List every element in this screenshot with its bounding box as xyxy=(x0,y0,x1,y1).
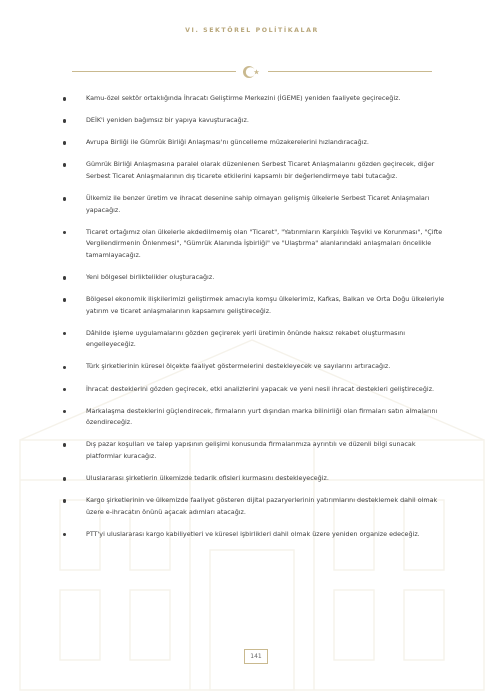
list-item xyxy=(63,473,447,485)
list-item xyxy=(63,361,447,373)
list-item xyxy=(63,272,447,284)
list-item-text: Bölgesel ekonomik ilişkilerimizi geliştirmek amacıyla komşu ülkelerimiz, Kafkas, Balkan ve Orta Doğu ülkeleriyle yatırım ve ticaret anlaşmalarının kapsamını geliştireceğiz. xyxy=(86,295,445,315)
list-item-text: Yeni bölgesel birliktelikler oluşturacağız. xyxy=(86,272,215,281)
list-item xyxy=(63,439,447,462)
policy-list xyxy=(63,93,447,551)
section-title: VI. SEKTÖREL POLİTİKALAR xyxy=(185,27,319,34)
divider-line-left xyxy=(72,71,236,72)
bullet-dot-icon xyxy=(63,533,66,536)
list-item-text: Ticaret ortağımız olan ülkelerle akdedilmemiş olan "Ticaret", "Yatırımların Karşılıklı Teşviki ve Korunması", "Çifte Vergilendirmenin Önlenmesi", "Gümrük Alanında İşbirliği" ve "Ulaştırma" alanlarındaki anlaşmaları öncelikle tamamlayacağız. xyxy=(86,227,443,259)
bullet-dot-icon xyxy=(63,119,66,122)
list-item xyxy=(63,406,447,429)
list-item xyxy=(63,529,447,541)
list-item xyxy=(63,159,447,182)
list-item-text: Ülkemiz ile benzer üretim ve ihracat desenine sahip olmayan gelişmiş ülkelerle Serbest Ticaret Anlaşmaları yapacağız. xyxy=(86,193,430,214)
bullet-dot-icon xyxy=(63,141,66,144)
bullet-dot-icon xyxy=(63,388,66,391)
bullet-dot-icon xyxy=(63,332,66,335)
list-item-text: DEİK'i yeniden bağımsız bir yapıya kavuşturacağız. xyxy=(86,116,249,125)
bullet-dot-icon xyxy=(63,366,66,369)
bullet-dot-icon xyxy=(63,197,66,200)
bullet-dot-icon xyxy=(63,163,66,166)
list-item-text: Kargo şirketlerinin ve ülkemizde faaliyet gösteren dijital pazaryerlerinin yatırımlarını desteklemek dahil olmak üzere e-ihracatın önünü açacak adımları atacağız. xyxy=(86,496,438,516)
list-item xyxy=(63,193,447,216)
list-item-text: Uluslararası şirketlerin ülkemizde tedarik ofisleri kurmasını destekleyeceğiz. xyxy=(86,473,329,482)
list-item-text: PTT'yi uluslararası kargo kabiliyetleri ve küresel işbirlikleri dahil olmak üzere yeniden organize edeceğiz. xyxy=(86,529,420,538)
bullet-dot-icon xyxy=(63,231,66,234)
bullet-dot-icon xyxy=(63,443,66,446)
bullet-dot-icon xyxy=(63,499,66,502)
bullet-dot-icon xyxy=(63,97,66,100)
list-item-text: Gümrük Birliği Anlaşmasına paralel olarak düzenlenen Serbest Ticaret Anlaşmalarını gözden geçirecek, diğer Serbest Ticaret Anlaşmalarının dış ticarete etkilerini kapsamlı bir değerlendirmeye tabi tutacağız. xyxy=(86,160,435,180)
bullet-dot-icon xyxy=(63,477,66,480)
list-item xyxy=(63,294,447,317)
list-item xyxy=(63,93,447,105)
bullet-dot-icon xyxy=(63,298,66,301)
title-divider xyxy=(72,64,432,80)
list-item-text: Dâhilde işleme uygulamalarını gözden geçirerek yerli üretimin önünde haksız rekabet oluşturmasını engelleyeceğiz. xyxy=(86,328,406,349)
page-number: 141 xyxy=(244,649,268,664)
list-item xyxy=(63,137,447,149)
divider-line-right xyxy=(268,71,432,72)
list-item-text: İhracat desteklerini gözden geçirecek, etki analizlerini yapacak ve yeni nesil ihracat destekleri geliştireceğiz. xyxy=(86,384,435,393)
list-item-text: Dış pazar koşulları ve talep yapısının gelişimi konusunda firmalarımıza ayrıntılı ve düzenli bilgi sunacak platformlar kuracağız. xyxy=(86,440,416,460)
list-item xyxy=(63,328,447,351)
list-item xyxy=(63,115,447,127)
list-item xyxy=(63,384,447,396)
crescent-star-icon xyxy=(242,64,262,80)
list-item-text: Markalaşma desteklerini güçlendirecek, firmaların yurt dışından marka bilinirliği olan firmaları satın almalarını özendireceğiz. xyxy=(86,406,438,427)
list-item-text: Türk şirketlerinin küresel ölçekte faaliyet göstermelerini destekleyecek ve sayılarını artıracağız. xyxy=(86,362,391,371)
list-item-text: Avrupa Birliği ile Gümrük Birliği Anlaşması'nı güncelleme müzakerelerini hızlandıracağız. xyxy=(86,138,369,147)
list-item xyxy=(63,227,447,262)
bullet-dot-icon xyxy=(63,276,66,279)
list-item xyxy=(63,495,447,518)
bullet-dot-icon xyxy=(63,410,66,413)
list-item-text: Kamu-özel sektör ortaklığında İhracatı Geliştirme Merkezini (İGEME) yeniden faaliyete geçireceğiz. xyxy=(86,94,401,102)
